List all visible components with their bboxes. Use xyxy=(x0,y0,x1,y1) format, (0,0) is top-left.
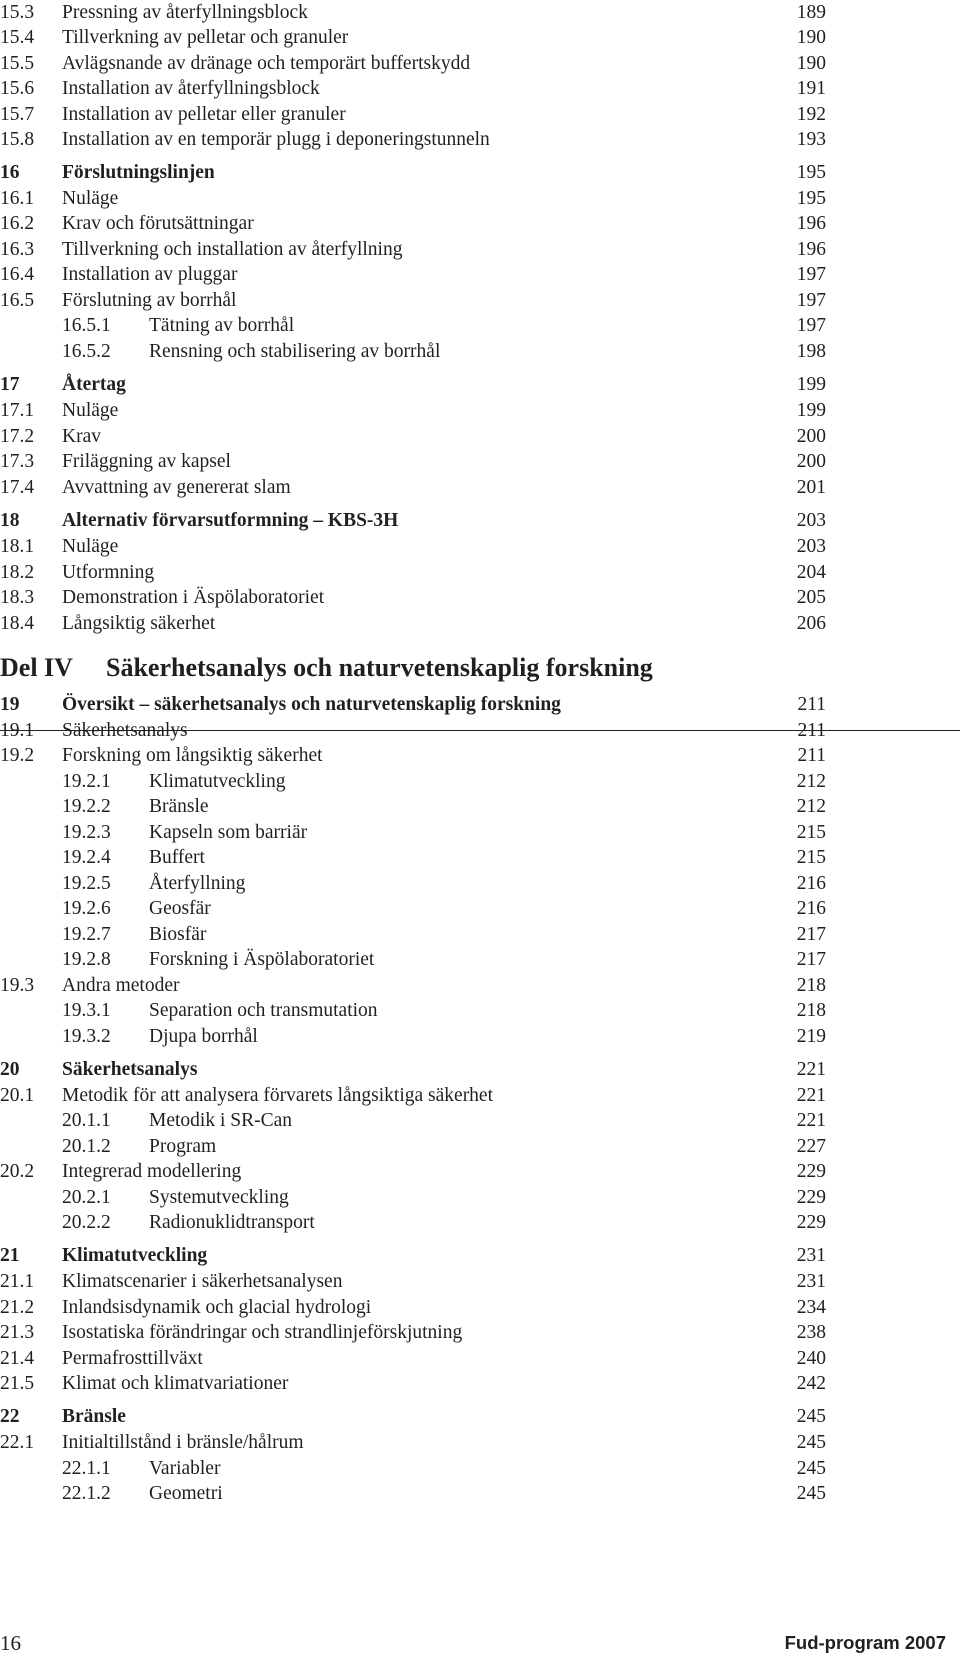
toc-page: 218 xyxy=(796,1000,826,1021)
toc-page: 205 xyxy=(796,587,826,608)
toc-page: 231 xyxy=(796,1245,826,1266)
toc-section xyxy=(0,288,960,314)
toc-page: 229 xyxy=(796,1161,826,1182)
toc-title: Långsiktig säkerhet xyxy=(62,613,216,634)
toc-subsection xyxy=(0,313,960,339)
toc-page: 215 xyxy=(796,847,826,868)
toc-page: 206 xyxy=(796,613,826,634)
toc-title: Nuläge xyxy=(62,536,119,557)
toc-title: Forskning i Äspölaboratoriet xyxy=(149,949,375,970)
toc-number: 19.3.1 xyxy=(62,1000,111,1021)
toc-section xyxy=(0,1320,960,1346)
toc-page: 229 xyxy=(796,1187,826,1208)
toc-title: Nuläge xyxy=(62,188,119,209)
toc-page: 204 xyxy=(796,562,826,583)
toc-title: Variabler xyxy=(149,1458,221,1479)
toc-title: Säkerhetsanalys xyxy=(62,1059,198,1080)
toc-subsection xyxy=(0,1210,960,1236)
toc-subsection xyxy=(0,339,960,365)
toc-page: 218 xyxy=(796,975,826,996)
footer-publication: Fud-program 2007 xyxy=(784,1632,946,1653)
toc-number: 16.5.1 xyxy=(62,315,111,336)
toc-number: 17.4 xyxy=(0,477,35,498)
toc-title: Systemutveckling xyxy=(149,1187,289,1208)
toc-page: 197 xyxy=(796,315,826,336)
toc-page: 212 xyxy=(796,796,826,817)
toc-title: Tillverkning av pelletar och granuler xyxy=(62,27,349,48)
toc-page: 197 xyxy=(796,290,826,311)
toc-number: 19.2.3 xyxy=(62,822,111,843)
part-title: Säkerhetsanalys och naturvetenskaplig forskning xyxy=(106,653,653,682)
toc-number: 15.4 xyxy=(0,27,35,48)
toc-page: 193 xyxy=(796,129,826,150)
toc-section xyxy=(0,1430,960,1456)
toc-number: 21 xyxy=(0,1245,20,1266)
toc-subsection xyxy=(0,922,960,948)
toc-page: 238 xyxy=(796,1322,826,1343)
toc-title: Installation av pelletar eller granuler xyxy=(62,104,346,125)
toc-chapter xyxy=(0,692,960,718)
toc-title: Rensning och stabilisering av borrhål xyxy=(149,341,441,362)
toc-page: 199 xyxy=(796,374,826,395)
toc-section xyxy=(0,1159,960,1185)
toc-title: Inlandsisdynamik och glacial hydrologi xyxy=(62,1297,372,1318)
toc-number: 16.3 xyxy=(0,239,35,260)
toc-section xyxy=(0,449,960,475)
toc-subsection xyxy=(0,845,960,871)
toc-number: 19 xyxy=(0,694,20,715)
toc-number: 19.2.5 xyxy=(62,873,111,894)
toc-number: 19.2 xyxy=(0,745,35,766)
toc-number: 15.3 xyxy=(0,2,35,23)
toc-page: 211 xyxy=(797,745,826,766)
toc-title: Metodik för att analysera förvarets långsiktiga säkerhet xyxy=(62,1085,494,1106)
toc-number: 19.3.2 xyxy=(62,1026,111,1047)
toc-subsection xyxy=(0,1185,960,1211)
toc-number: 19.2.2 xyxy=(62,796,111,817)
toc-number: 18.4 xyxy=(0,613,35,634)
toc-number: 15.8 xyxy=(0,129,35,150)
toc-number: 21.5 xyxy=(0,1373,35,1394)
toc-title: Isostatiska förändringar och strandlinjeförskjutning xyxy=(62,1322,463,1343)
toc-page: 195 xyxy=(796,188,826,209)
toc-subsection xyxy=(0,794,960,820)
toc-title: Återtag xyxy=(62,374,126,395)
toc-page: 203 xyxy=(796,510,826,531)
toc-section xyxy=(0,262,960,288)
toc-page: 190 xyxy=(796,53,826,74)
toc-section xyxy=(0,1371,960,1397)
toc-page: 211 xyxy=(797,694,826,715)
toc-number: 22.1 xyxy=(0,1432,35,1453)
toc-number: 22.1.1 xyxy=(62,1458,111,1479)
toc-title: Installation av återfyllningsblock xyxy=(62,78,320,99)
toc-title: Separation och transmutation xyxy=(149,1000,378,1021)
toc-page: 200 xyxy=(796,426,826,447)
toc-title: Utformning xyxy=(62,562,155,583)
toc-title: Krav xyxy=(62,426,101,447)
toc-chapter xyxy=(0,1057,960,1083)
toc-number: 21.2 xyxy=(0,1297,35,1318)
toc-title: Tätning av borrhål xyxy=(149,315,295,336)
toc-page: 215 xyxy=(796,822,826,843)
toc-number: 17.1 xyxy=(0,400,35,421)
toc-number: 21.3 xyxy=(0,1322,35,1343)
toc-number: 20.2 xyxy=(0,1161,35,1182)
toc-title: Översikt – säkerhetsanalys och naturvetenskaplig forskning xyxy=(62,694,561,715)
toc-section xyxy=(0,51,960,77)
toc-number: 16.1 xyxy=(0,188,35,209)
toc-page: 245 xyxy=(796,1483,826,1504)
toc-title: Klimatutveckling xyxy=(149,771,286,792)
toc-page: 203 xyxy=(796,536,826,557)
toc-number: 18.1 xyxy=(0,536,35,557)
toc-page: 197 xyxy=(796,264,826,285)
toc-page: 221 xyxy=(796,1059,826,1080)
toc-page: 217 xyxy=(796,949,826,970)
toc-number: 16 xyxy=(0,162,20,183)
toc-section xyxy=(0,1083,960,1109)
toc-title: Alternativ förvarsutformning – KBS-3H xyxy=(62,510,399,531)
toc-title: Buffert xyxy=(149,847,205,868)
toc-page: 198 xyxy=(796,341,826,362)
toc-title: Tillverkning och installation av återfyllning xyxy=(62,239,403,260)
toc-section xyxy=(0,560,960,586)
toc-page: 245 xyxy=(796,1458,826,1479)
toc-page: 245 xyxy=(796,1432,826,1453)
toc-section xyxy=(0,1346,960,1372)
toc-title: Integrerad modellering xyxy=(62,1161,242,1182)
part-label: Del IV xyxy=(0,653,73,682)
toc-number: 16.4 xyxy=(0,264,35,285)
toc-number: 19.2.6 xyxy=(62,898,111,919)
toc-number: 15.5 xyxy=(0,53,35,74)
toc-section xyxy=(0,25,960,51)
toc-number: 15.7 xyxy=(0,104,35,125)
toc-number: 18.3 xyxy=(0,587,35,608)
toc-section xyxy=(0,1295,960,1321)
toc-title: Klimatutveckling xyxy=(62,1245,208,1266)
toc-chapter xyxy=(0,1404,960,1430)
toc-number: 19.2.1 xyxy=(62,771,111,792)
toc-section xyxy=(0,534,960,560)
toc-page: 231 xyxy=(796,1271,826,1292)
toc-section xyxy=(0,237,960,263)
toc-title: Permafrosttillväxt xyxy=(62,1348,203,1369)
toc-page: 221 xyxy=(796,1110,826,1131)
toc-title: Geometri xyxy=(149,1483,223,1504)
toc-title: Klimatscenarier i säkerhetsanalysen xyxy=(62,1271,343,1292)
toc-title: Biosfär xyxy=(149,924,207,945)
toc-page: 195 xyxy=(796,162,826,183)
toc-number: 20.1 xyxy=(0,1085,35,1106)
toc-number: 22.1.2 xyxy=(62,1483,111,1504)
toc-title: Bränsle xyxy=(62,1406,126,1427)
toc-subsection xyxy=(0,947,960,973)
toc-subsection xyxy=(0,820,960,846)
toc-number: 19.2.4 xyxy=(62,847,111,868)
toc-number: 15.6 xyxy=(0,78,35,99)
toc-page: 229 xyxy=(796,1212,826,1233)
toc-page: 227 xyxy=(796,1136,826,1157)
toc-section xyxy=(0,743,960,769)
toc-title: Nuläge xyxy=(62,400,119,421)
toc-section xyxy=(0,398,960,424)
toc-page: 191 xyxy=(796,78,826,99)
toc-number: 18.2 xyxy=(0,562,35,583)
toc-number: 17.3 xyxy=(0,451,35,472)
toc-page: 217 xyxy=(796,924,826,945)
toc-title: Friläggning av kapsel xyxy=(62,451,231,472)
toc-title: Bränsle xyxy=(149,796,209,817)
toc-number: 19.1 xyxy=(0,720,35,741)
toc-page: 216 xyxy=(796,873,826,894)
toc-chapter xyxy=(0,372,960,398)
toc-page: 240 xyxy=(796,1348,826,1369)
toc-subsection xyxy=(0,1134,960,1160)
toc-title: Kapseln som barriär xyxy=(149,822,308,843)
toc-page: 245 xyxy=(796,1406,826,1427)
part-divider xyxy=(0,730,960,731)
toc-page: 190 xyxy=(796,27,826,48)
toc-title: Initialtillstånd i bränsle/hålrum xyxy=(62,1432,304,1453)
toc-title: Metodik i SR-Can xyxy=(149,1110,293,1131)
toc-number: 16.2 xyxy=(0,213,35,234)
toc-number: 20 xyxy=(0,1059,20,1080)
toc-section xyxy=(0,424,960,450)
toc-section xyxy=(0,186,960,212)
toc-page: 200 xyxy=(796,451,826,472)
toc-title: Demonstration i Äspölaboratoriet xyxy=(62,587,325,608)
toc-number: 20.1.2 xyxy=(62,1136,111,1157)
toc-section xyxy=(0,102,960,128)
toc-page: 196 xyxy=(796,239,826,260)
toc-number: 16.5 xyxy=(0,290,35,311)
toc-number: 22 xyxy=(0,1406,20,1427)
toc-chapter xyxy=(0,160,960,186)
toc-number: 17 xyxy=(0,374,20,395)
toc-title: Program xyxy=(149,1136,217,1157)
toc-section xyxy=(0,211,960,237)
toc-page: 192 xyxy=(796,104,826,125)
toc-section xyxy=(0,0,960,26)
toc-subsection xyxy=(0,1108,960,1134)
toc-title: Forskning om långsiktig säkerhet xyxy=(62,745,323,766)
toc-number: 20.2.1 xyxy=(62,1187,111,1208)
toc-number: 19.2.8 xyxy=(62,949,111,970)
toc-page: 199 xyxy=(796,400,826,421)
toc-page: 201 xyxy=(796,477,826,498)
toc-subsection xyxy=(0,1024,960,1050)
toc-section xyxy=(0,475,960,501)
toc-chapter xyxy=(0,1243,960,1269)
toc-page: 212 xyxy=(796,771,826,792)
toc-title: Geosfär xyxy=(149,898,211,919)
toc-page: 219 xyxy=(796,1026,826,1047)
toc-title: Installation av en temporär plugg i deponeringstunneln xyxy=(62,129,490,150)
toc-section xyxy=(0,585,960,611)
toc-subsection xyxy=(0,769,960,795)
toc-subsection xyxy=(0,896,960,922)
toc-chapter xyxy=(0,508,960,534)
toc-subsection xyxy=(0,1481,960,1507)
toc-subsection xyxy=(0,871,960,897)
toc-title: Förslutningslinjen xyxy=(62,162,215,183)
toc-section xyxy=(0,973,960,999)
toc-title: Avvattning av genererat slam xyxy=(62,477,291,498)
toc-number: 19.3 xyxy=(0,975,35,996)
toc-number: 20.1.1 xyxy=(62,1110,111,1131)
toc-section xyxy=(0,718,960,744)
toc-section xyxy=(0,1269,960,1295)
toc-title: Krav och förutsättningar xyxy=(62,213,254,234)
toc-number: 20.2.2 xyxy=(62,1212,111,1233)
toc-title: Installation av pluggar xyxy=(62,264,238,285)
toc-page: 189 xyxy=(796,2,826,23)
toc-page: 221 xyxy=(796,1085,826,1106)
toc-page: 196 xyxy=(796,213,826,234)
toc-subsection xyxy=(0,998,960,1024)
toc-title: Återfyllning xyxy=(149,873,246,894)
toc-title: Klimat och klimatvariationer xyxy=(62,1373,289,1394)
toc-number: 21.4 xyxy=(0,1348,35,1369)
toc-title: Djupa borrhål xyxy=(149,1026,258,1047)
toc-title: Andra metoder xyxy=(62,975,180,996)
toc-title: Säkerhetsanalys xyxy=(62,720,188,741)
toc-section xyxy=(0,611,960,637)
toc-page: 242 xyxy=(796,1373,826,1394)
toc-number: 17.2 xyxy=(0,426,35,447)
toc-number: 18 xyxy=(0,510,20,531)
toc-title: Avlägsnande av dränage och temporärt buffertskydd xyxy=(62,53,471,74)
toc-page: 211 xyxy=(797,720,826,741)
toc-title: Förslutning av borrhål xyxy=(62,290,237,311)
toc-title: Pressning av återfyllningsblock xyxy=(62,2,308,23)
footer-page-number: 16 xyxy=(0,1631,21,1655)
toc-page: 216 xyxy=(796,898,826,919)
toc-number: 16.5.2 xyxy=(62,341,111,362)
toc-page: 234 xyxy=(796,1297,826,1318)
toc-section xyxy=(0,76,960,102)
toc-title: Radionuklidtransport xyxy=(149,1212,315,1233)
toc-number: 19.2.7 xyxy=(62,924,111,945)
toc-number: 21.1 xyxy=(0,1271,35,1292)
part-heading xyxy=(0,652,960,684)
toc-section xyxy=(0,127,960,153)
toc-subsection xyxy=(0,1456,960,1482)
